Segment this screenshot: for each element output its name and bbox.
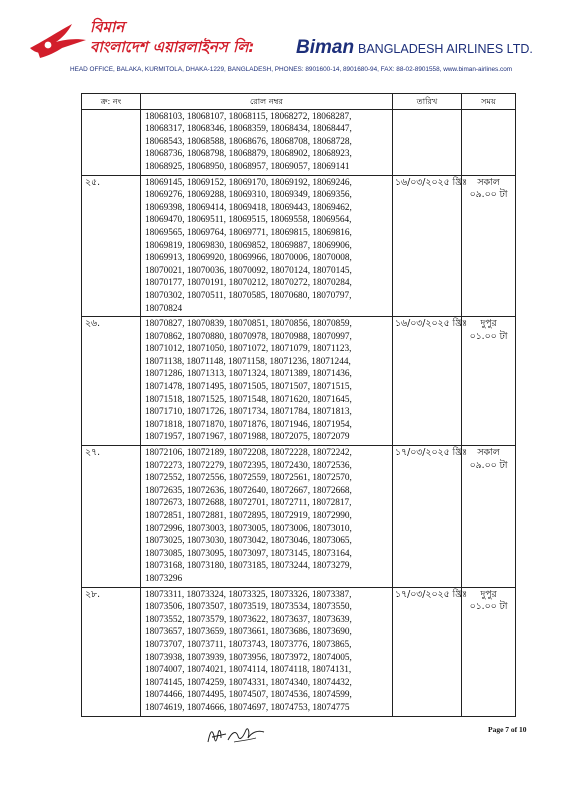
- letterhead: [28, 16, 548, 78]
- roll-number-line: 18071818, 18071870, 18071876, 18071946, 18071954,: [145, 419, 352, 430]
- roll-number-line: 18070827, 18070839, 18070851, 18070856, 18070859,: [145, 319, 352, 330]
- roll-number-line: 18069276, 18069288, 18069310, 18069349, 18069356,: [145, 190, 352, 201]
- head-office-address: HEAD OFFICE, BALAKA, KURMITOLA, DHAKA-1229, BANGLADESH, PHONES: 8901600-14, 8901680-94, FAX: 88-02-8901558, www.biman-airlines.com: [70, 66, 513, 73]
- time-cell: [462, 317, 516, 446]
- table-row: [82, 109, 516, 175]
- roll-number-line: 18069145, 18069152, 18069170, 18069192, 18069246,: [145, 177, 352, 188]
- roll-number-line: 18069470, 18069511, 18069515, 18069558, 18069564,: [145, 215, 352, 226]
- roll-number-line: 18071286, 18071313, 18071324, 18071389, 18071436,: [145, 369, 352, 380]
- serial-cell: ২৮.: [82, 587, 141, 716]
- roll-number-line: 18069913, 18069920, 18069966, 18070006, 18070008,: [145, 253, 352, 264]
- roll-number-line: 18073657, 18073659, 18073661, 18073686, 18073690,: [145, 627, 352, 638]
- roll-number-line: 18073311, 18073324, 18073325, 18073326, 18073387,: [145, 589, 352, 600]
- roll-number-line: 18072552, 18072556, 18072559, 18072561, 18072570,: [145, 473, 352, 484]
- roll-number-line: 18072996, 18073003, 18073005, 18073006, 18073010,: [145, 523, 352, 534]
- roll-number-line: 18072851, 18072881, 18072895, 18072919, 18072990,: [145, 511, 352, 521]
- time-cell: [462, 109, 516, 175]
- roll-number-line: 18071518, 18071525, 18071548, 18071620, 18071645,: [145, 394, 352, 405]
- column-header-date: তারিখ: [393, 94, 462, 110]
- table-body: [82, 109, 516, 716]
- serial-cell: ২৬.: [82, 317, 141, 446]
- roll-number-line: 18070177, 18070191, 18070212, 18070272, 18070284,: [145, 278, 352, 289]
- time-period-label: দুপুর: [480, 318, 497, 330]
- serial-cell: ২৫.: [82, 175, 141, 317]
- roll-number-line: 18071478, 18071495, 18071505, 18071507, 18071515,: [145, 382, 352, 393]
- roll-number-line: 18073085, 18073095, 18073097, 18073145, 18073164,: [145, 548, 352, 559]
- roll-number-line: 18071710, 18071726, 18071734, 18071784, 18071813,: [145, 407, 352, 418]
- roll-number-line: 18073938, 18073939, 18073956, 18073972, 18074005,: [145, 652, 352, 663]
- roll-number-line: 18073506, 18073507, 18073519, 18073534, 18073550,: [145, 602, 352, 613]
- brand-english-subtitle: BANGLADESH AIRLINES LTD.: [358, 42, 533, 56]
- roll-numbers-cell: [141, 317, 393, 446]
- brand-english-name: Biman: [296, 37, 355, 58]
- time-cell: [462, 175, 516, 317]
- time-clock-label: ০১.০০ টা: [469, 330, 508, 342]
- table-header-row: [82, 94, 516, 110]
- column-header-serial: ক্র: নং: [82, 94, 141, 110]
- date-cell: ১৬/০৩/২০২৫ খ্রিঃ: [393, 317, 462, 446]
- table-row: [82, 446, 516, 588]
- time-period-label: সকাল: [477, 176, 500, 188]
- roll-numbers-cell: [141, 587, 393, 716]
- time-clock-label: ০৯.০০ টা: [469, 189, 508, 201]
- roll-number-line: 18070862, 18070880, 18070978, 18070988, 18070997,: [145, 331, 352, 342]
- roll-number-line: 18068925, 18068950, 18068957, 18069057, 18069141: [145, 161, 350, 172]
- roll-number-line: 18072673, 18072688, 18072701, 18072711, 18072817,: [145, 498, 352, 509]
- brand-bangla-name: বিমান: [90, 18, 125, 36]
- roll-number-line: 18068736, 18068798, 18068879, 18068902, 18068923,: [145, 149, 352, 160]
- table-row: [82, 317, 516, 446]
- roll-number-line: 18074145, 18074259, 18074331, 18074340, 18074432,: [145, 677, 352, 688]
- roll-number-line: 18074007, 18074021, 18074114, 18074118, 18074131,: [145, 665, 352, 676]
- column-header-roll-number: রোল নম্বর: [141, 94, 393, 110]
- time-period-label: দুপুর: [480, 588, 497, 600]
- roll-numbers-cell: [141, 109, 393, 175]
- roll-number-line: 18073168, 18073180, 18073185, 18073244, 18073279,: [145, 561, 352, 572]
- roll-number-line: 18071012, 18071050, 18071072, 18071079, 18071123,: [145, 344, 352, 355]
- table-row: [82, 587, 516, 716]
- roll-number-line: 18068543, 18068588, 18068676, 18068708, 18068728,: [145, 136, 352, 147]
- roll-number-line: 18074619, 18074666, 18074697, 18074753, 18074775: [145, 702, 350, 713]
- roll-number-line: 18072273, 18072279, 18072395, 18072430, 18072536,: [145, 460, 352, 471]
- roll-number-line: 18073552, 18073579, 18073622, 18073637, 18073639,: [145, 614, 352, 625]
- roll-number-line: 18071138, 18071148, 18071158, 18071236, 18071244,: [145, 356, 351, 367]
- serial-cell: [82, 109, 141, 175]
- roll-number-line: 18072106, 18072189, 18072208, 18072228, 18072242,: [145, 448, 352, 459]
- date-cell: ১৭/০৩/২০২৫ খ্রিঃ: [393, 446, 462, 588]
- page-number: Page 7 of 10: [488, 725, 527, 734]
- biman-logo-icon: [28, 18, 88, 66]
- roll-number-line: 18070021, 18070036, 18070092, 18070124, 18070145,: [145, 265, 352, 276]
- time-cell: [462, 587, 516, 716]
- roll-number-line: 18069819, 18069830, 18069852, 18069887, 18069906,: [145, 240, 352, 251]
- roll-number-line: 18072635, 18072636, 18072640, 18072667, 18072668,: [145, 485, 352, 496]
- time-period-label: সকাল: [477, 447, 500, 459]
- time-clock-label: ০১.০০ টা: [469, 601, 508, 613]
- roll-numbers-cell: [141, 446, 393, 588]
- roll-number-line: 18070302, 18070511, 18070585, 18070680, 18070797,: [145, 290, 352, 301]
- table-row: [82, 175, 516, 317]
- date-cell: ১৬/০৩/২০২৫ খ্রিঃ: [393, 175, 462, 317]
- roll-number-line: 18069398, 18069414, 18069418, 18069443, 18069462,: [145, 202, 352, 213]
- column-header-time: সময়: [462, 94, 516, 110]
- time-cell: [462, 446, 516, 588]
- date-cell: ১৭/০৩/২০২৫ খ্রিঃ: [393, 587, 462, 716]
- handwritten-signature-icon: [204, 722, 274, 748]
- time-clock-label: ০৯.০০ টা: [469, 459, 508, 471]
- roll-numbers-cell: [141, 175, 393, 317]
- roll-number-line: 18073296: [145, 573, 183, 584]
- date-cell: [393, 109, 462, 175]
- roll-number-line: 18070824: [145, 303, 183, 314]
- roll-schedule-table: [81, 93, 516, 717]
- roll-number-line: 18069565, 18069764, 18069771, 18069815, 18069816,: [145, 227, 352, 238]
- roll-number-line: 18073707, 18073711, 18073743, 18073776, 18073865,: [145, 639, 352, 650]
- roll-number-line: 18068103, 18068107, 18068115, 18068272, 18068287,: [145, 111, 352, 122]
- roll-number-line: 18068317, 18068346, 18068359, 18068434, 18068447,: [145, 124, 352, 135]
- roll-number-line: 18073025, 18073030, 18073042, 18073046, 18073065,: [145, 536, 352, 547]
- roll-number-line: 18071957, 18071967, 18071988, 18072075, 18072079: [145, 432, 350, 443]
- serial-cell: ২৭.: [82, 446, 141, 588]
- brand-bangla-fullname: বাংলাদেশ এয়ারলাইনস লি:: [90, 38, 255, 56]
- roll-number-line: 18074466, 18074495, 18074507, 18074536, 18074599,: [145, 690, 352, 701]
